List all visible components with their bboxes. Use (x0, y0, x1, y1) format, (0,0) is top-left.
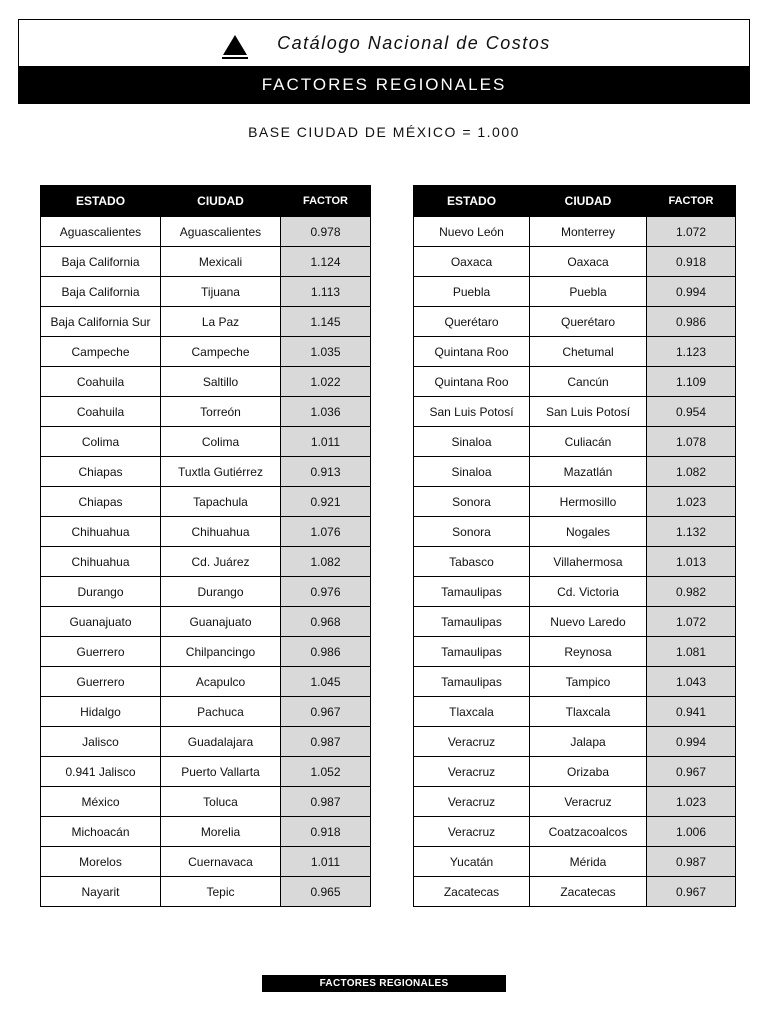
cell-estado: Coahuila (41, 367, 161, 397)
cell-estado: Sinaloa (414, 457, 530, 487)
cell-factor: 0.987 (647, 847, 736, 877)
column-header-factor: FACTOR (647, 186, 736, 217)
table-row (414, 697, 736, 727)
cell-factor: 0.986 (647, 307, 736, 337)
title-row (19, 20, 749, 66)
footer-label: FACTORES REGIONALES (262, 975, 506, 992)
cell-factor: 0.986 (281, 637, 371, 667)
cell-ciudad: Chihuahua (161, 517, 281, 547)
cell-estado: Yucatán (414, 847, 530, 877)
cell-ciudad: Saltillo (161, 367, 281, 397)
cell-ciudad: Chilpancingo (161, 637, 281, 667)
cell-factor: 0.976 (281, 577, 371, 607)
cell-estado: Jalisco (41, 727, 161, 757)
table-row (414, 517, 736, 547)
cell-factor: 1.113 (281, 277, 371, 307)
cell-factor: 1.011 (281, 427, 371, 457)
column-header-estado: ESTADO (414, 186, 530, 217)
table-row (41, 847, 371, 877)
cell-ciudad: Chetumal (530, 337, 647, 367)
cell-ciudad: Tampico (530, 667, 647, 697)
cell-estado: Querétaro (414, 307, 530, 337)
cell-ciudad: Culiacán (530, 427, 647, 457)
cell-factor: 1.043 (647, 667, 736, 697)
cell-estado: Chihuahua (41, 547, 161, 577)
cell-estado: Hidalgo (41, 697, 161, 727)
cell-ciudad: Torreón (161, 397, 281, 427)
cell-estado: Chiapas (41, 457, 161, 487)
table-row (414, 607, 736, 637)
cell-estado: Coahuila (41, 397, 161, 427)
cell-factor: 0.954 (647, 397, 736, 427)
table-row (41, 217, 371, 247)
table-row (41, 547, 371, 577)
cell-factor: 0.913 (281, 457, 371, 487)
cell-ciudad: Tepic (161, 877, 281, 907)
table-header-row (41, 186, 371, 217)
cell-factor: 1.006 (647, 817, 736, 847)
table-row (414, 727, 736, 757)
cell-factor: 1.013 (647, 547, 736, 577)
table-row (41, 247, 371, 277)
table-row (41, 787, 371, 817)
cell-estado: Veracruz (414, 727, 530, 757)
table-row (414, 427, 736, 457)
cell-estado: Sonora (414, 487, 530, 517)
table-row (41, 817, 371, 847)
cell-estado: Veracruz (414, 817, 530, 847)
cell-estado: Nuevo León (414, 217, 530, 247)
cell-estado: Chiapas (41, 487, 161, 517)
cell-ciudad: Guadalajara (161, 727, 281, 757)
table-row (414, 487, 736, 517)
cell-factor: 1.145 (281, 307, 371, 337)
cell-factor: 1.081 (647, 637, 736, 667)
cell-ciudad: Reynosa (530, 637, 647, 667)
cell-estado: Oaxaca (414, 247, 530, 277)
table-row (41, 487, 371, 517)
cell-estado: Baja California (41, 247, 161, 277)
cell-factor: 1.036 (281, 397, 371, 427)
cell-estado: Veracruz (414, 787, 530, 817)
column-header-ciudad: CIUDAD (161, 186, 281, 217)
table-row (41, 307, 371, 337)
table-row (414, 877, 736, 907)
cell-estado: Quintana Roo (414, 367, 530, 397)
table-row (414, 337, 736, 367)
table-row (414, 277, 736, 307)
cell-estado: Michoacán (41, 817, 161, 847)
cell-factor: 0.987 (281, 787, 371, 817)
cell-ciudad: Tapachula (161, 487, 281, 517)
cell-estado: Chihuahua (41, 517, 161, 547)
cell-ciudad: Cancún (530, 367, 647, 397)
cell-factor: 1.124 (281, 247, 371, 277)
cell-ciudad: Pachuca (161, 697, 281, 727)
cell-ciudad: Querétaro (530, 307, 647, 337)
cell-estado: Zacatecas (414, 877, 530, 907)
cell-factor: 1.123 (647, 337, 736, 367)
cell-factor: 0.987 (281, 727, 371, 757)
cell-factor: 1.072 (647, 607, 736, 637)
cell-factor: 1.022 (281, 367, 371, 397)
table-row (41, 607, 371, 637)
cell-ciudad: Colima (161, 427, 281, 457)
cell-ciudad: Acapulco (161, 667, 281, 697)
table-row (41, 637, 371, 667)
cell-estado: Sonora (414, 517, 530, 547)
page-subtitle: FACTORES REGIONALES (19, 66, 749, 104)
cell-factor: 0.982 (647, 577, 736, 607)
cell-ciudad: Zacatecas (530, 877, 647, 907)
cell-factor: 1.023 (647, 487, 736, 517)
table-row (414, 637, 736, 667)
column-header-ciudad: CIUDAD (530, 186, 647, 217)
cell-ciudad: Durango (161, 577, 281, 607)
cell-ciudad: Cuernavaca (161, 847, 281, 877)
factors-table-right (413, 185, 736, 907)
cell-ciudad: Guanajuato (161, 607, 281, 637)
cell-estado: San Luis Potosí (414, 397, 530, 427)
cell-estado: Morelos (41, 847, 161, 877)
cell-ciudad: Cd. Juárez (161, 547, 281, 577)
table-row (41, 697, 371, 727)
cell-ciudad: Nuevo Laredo (530, 607, 647, 637)
cell-factor: 1.082 (647, 457, 736, 487)
cell-factor: 1.011 (281, 847, 371, 877)
cell-estado: Campeche (41, 337, 161, 367)
cell-estado: Veracruz (414, 757, 530, 787)
cell-estado: México (41, 787, 161, 817)
table-row (414, 217, 736, 247)
cell-factor: 0.967 (647, 877, 736, 907)
cell-factor: 1.076 (281, 517, 371, 547)
cell-factor: 1.132 (647, 517, 736, 547)
column-header-estado: ESTADO (41, 186, 161, 217)
cell-ciudad: Hermosillo (530, 487, 647, 517)
cell-estado: Quintana Roo (414, 337, 530, 367)
cell-estado: Nayarit (41, 877, 161, 907)
cell-estado: Guerrero (41, 637, 161, 667)
table-row (41, 337, 371, 367)
cell-factor: 0.941 (647, 697, 736, 727)
cell-ciudad: Nogales (530, 517, 647, 547)
cell-estado: Baja California Sur (41, 307, 161, 337)
cell-estado: Tamaulipas (414, 577, 530, 607)
cell-ciudad: Puerto Vallarta (161, 757, 281, 787)
table-row (41, 667, 371, 697)
cell-estado: Puebla (414, 277, 530, 307)
cell-factor: 1.035 (281, 337, 371, 367)
cell-factor: 1.109 (647, 367, 736, 397)
cell-ciudad: Toluca (161, 787, 281, 817)
cell-factor: 0.967 (647, 757, 736, 787)
cell-ciudad: Mérida (530, 847, 647, 877)
cell-factor: 0.994 (647, 277, 736, 307)
cell-factor: 1.045 (281, 667, 371, 697)
table-row (414, 817, 736, 847)
cell-factor: 0.978 (281, 217, 371, 247)
cell-factor: 1.052 (281, 757, 371, 787)
table-row (41, 427, 371, 457)
cell-estado: Tabasco (414, 547, 530, 577)
cell-estado: Guanajuato (41, 607, 161, 637)
cell-factor: 0.994 (647, 727, 736, 757)
table-row (414, 787, 736, 817)
table-row (41, 457, 371, 487)
cell-factor: 0.921 (281, 487, 371, 517)
table-header-row (414, 186, 736, 217)
cell-ciudad: Cd. Victoria (530, 577, 647, 607)
cell-ciudad: Tlaxcala (530, 697, 647, 727)
table-row (414, 847, 736, 877)
table-row (41, 517, 371, 547)
cell-estado: Aguascalientes (41, 217, 161, 247)
cell-estado: Tlaxcala (414, 697, 530, 727)
factors-table-left (40, 185, 371, 907)
table-row (41, 877, 371, 907)
cell-estado: Tamaulipas (414, 607, 530, 637)
cell-ciudad: Jalapa (530, 727, 647, 757)
cell-factor: 1.082 (281, 547, 371, 577)
cell-ciudad: Aguascalientes (161, 217, 281, 247)
base-reference-text: BASE CIUDAD DE MÉXICO = 1.000 (248, 124, 520, 140)
table-row (414, 367, 736, 397)
cell-ciudad: Morelia (161, 817, 281, 847)
table-row (414, 397, 736, 427)
table-row (414, 757, 736, 787)
table-row (414, 307, 736, 337)
cell-ciudad: Monterrey (530, 217, 647, 247)
cell-ciudad: Villahermosa (530, 547, 647, 577)
cell-estado: Tamaulipas (414, 637, 530, 667)
table-row (414, 667, 736, 697)
cell-ciudad: Mexicali (161, 247, 281, 277)
cell-ciudad: Campeche (161, 337, 281, 367)
cell-ciudad: Mazatlán (530, 457, 647, 487)
page-title: Catálogo Nacional de Costos (277, 32, 551, 53)
cell-factor: 0.918 (647, 247, 736, 277)
table-row (41, 727, 371, 757)
header-box (18, 19, 750, 104)
column-header-factor: FACTOR (281, 186, 371, 217)
cell-factor: 1.078 (647, 427, 736, 457)
table-row (41, 397, 371, 427)
cell-estado: Tamaulipas (414, 667, 530, 697)
cell-ciudad: Oaxaca (530, 247, 647, 277)
table-row (41, 367, 371, 397)
table-row (414, 457, 736, 487)
triangle-logo-icon (221, 33, 249, 61)
cell-ciudad: Tijuana (161, 277, 281, 307)
table-row (414, 577, 736, 607)
cell-estado: Durango (41, 577, 161, 607)
table-row (414, 247, 736, 277)
cell-factor: 1.023 (647, 787, 736, 817)
table-row (41, 757, 371, 787)
cell-ciudad: Orizaba (530, 757, 647, 787)
cell-factor: 0.967 (281, 697, 371, 727)
cell-factor: 0.918 (281, 817, 371, 847)
cell-ciudad: Puebla (530, 277, 647, 307)
cell-estado: Colima (41, 427, 161, 457)
cell-factor: 0.968 (281, 607, 371, 637)
cell-estado: 0.941 Jalisco (41, 757, 161, 787)
cell-ciudad: Veracruz (530, 787, 647, 817)
table-row (41, 577, 371, 607)
cell-estado: Baja California (41, 277, 161, 307)
table-row (41, 277, 371, 307)
cell-ciudad: Tuxtla Gutiérrez (161, 457, 281, 487)
cell-estado: Guerrero (41, 667, 161, 697)
cell-factor: 1.072 (647, 217, 736, 247)
table-row (414, 547, 736, 577)
cell-estado: Sinaloa (414, 427, 530, 457)
cell-factor: 0.965 (281, 877, 371, 907)
cell-ciudad: San Luis Potosí (530, 397, 647, 427)
cell-ciudad: La Paz (161, 307, 281, 337)
cell-ciudad: Coatzacoalcos (530, 817, 647, 847)
